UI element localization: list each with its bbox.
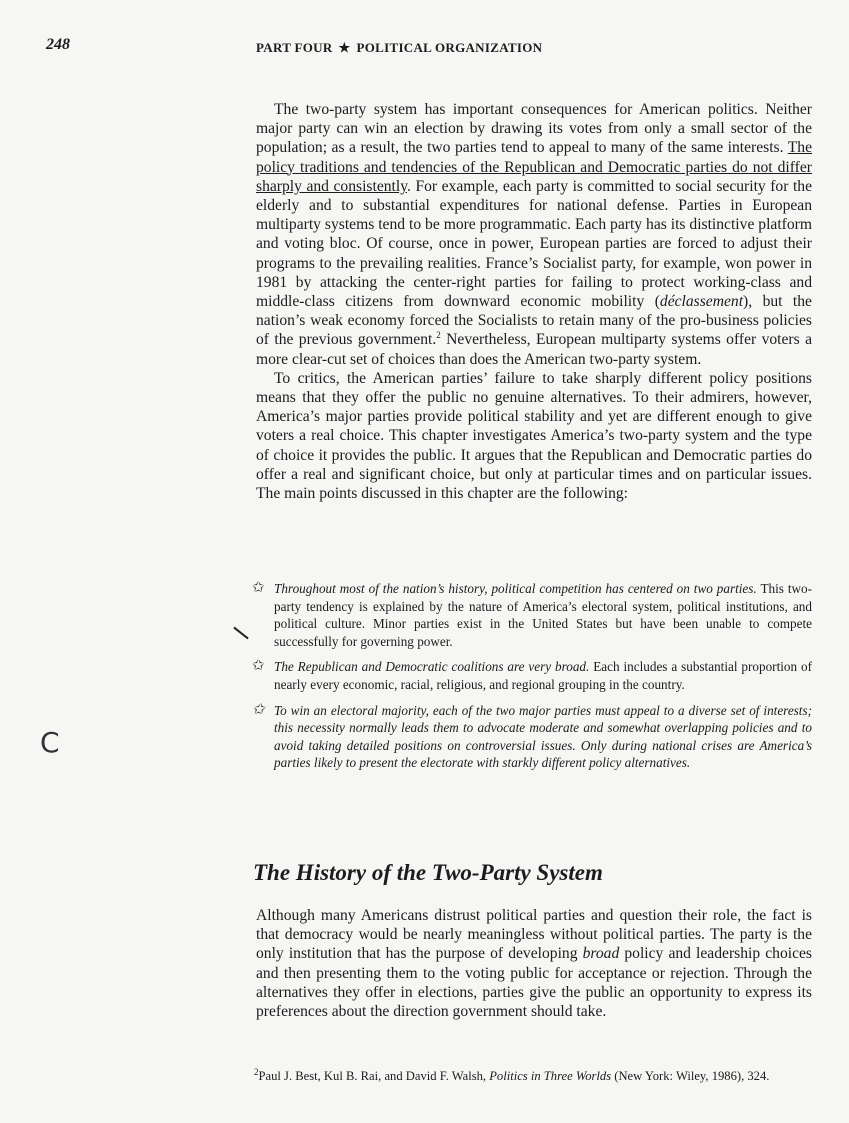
intro-text <box>256 100 812 503</box>
main-points-list <box>252 580 812 780</box>
section-text <box>256 906 812 1021</box>
running-head-title: POLITICAL ORGANIZATION <box>356 40 543 55</box>
star-outline-icon: ✩ <box>252 658 265 675</box>
footnote <box>254 1068 814 1084</box>
main-point-rest: Each includes a substantial proportion of nearly every economic, racial, religious, and regional grouping in the country. <box>274 659 812 692</box>
paragraph-1 <box>256 100 812 369</box>
main-point-rest: This two-party tendency is explained by the nature of America’s electoral system, political institutions, and political culture. Minor parties exist in the United States but have been unable to compete successfully for governing power. <box>274 581 812 649</box>
italic-word: broad <box>582 945 620 963</box>
footnote-book-title: Politics in Three Worlds <box>489 1069 612 1083</box>
section-text-b: policy and leadership choices and then presenting them to the voting public for acceptance or rejection. Through the alternatives they offer in elections, parties give the public an opportunity to express its preferences about the direction government should take. <box>256 945 812 1021</box>
star-separator-icon: ★ <box>338 40 351 55</box>
footnote-marker: 2 <box>254 1066 259 1077</box>
section-heading: The History of the Two-Party System <box>253 860 603 885</box>
running-head <box>256 40 542 56</box>
star-outline-icon: ✩ <box>252 580 265 596</box>
footnote-text-b: (New York: Wiley, 1986), 324. <box>611 1069 770 1083</box>
main-point <box>252 580 812 650</box>
footnote-reference: 2 <box>436 330 441 341</box>
paragraph-1-text-a: The two-party system has important consequences for American politics. Neither major party can win an election by drawing its votes from only a small sector of the population; as a result, the two parties tend to appeal to many of the same interests. <box>256 101 812 157</box>
margin-handwritten-mark: C <box>40 726 60 759</box>
main-point <box>252 658 812 693</box>
running-head-part: PART FOUR <box>256 40 333 55</box>
page-number: 248 <box>46 36 70 53</box>
paragraph-1-text-d: Nevertheless, European multiparty systems offer voters a more clear-cut set of choices than does the American two-party system. <box>256 331 812 368</box>
main-point-lead: To win an electoral majority, each of the two major parties must appeal to a diverse set of interests; this necessity normally leads them to advocate moderate and somewhat overlapping policies and to avoid taking detailed positions on controversial issues. Only during national crises are America’s parties likely to present the electorate with starkly different policy alternatives. <box>274 702 812 771</box>
main-point <box>252 702 812 772</box>
paragraph-1-text-c: ), but the nation’s weak economy forced the Socialists to retain many of the pro-business policies of the previous government. <box>256 293 812 349</box>
paragraph-1-text-b: . For example, each party is committed to social security for the elderly and to substantial expenditures for national defense. Parties in European multiparty systems tend to be more programmatic. Each party has its distinctive platform and voting bloc. Of course, once in power, European parties are forced to adjust their programs to the prevailing realities. France’s Socialist party, for example, won power in 1981 by attacking the center-right parties for failing to protect working-class and middle-class citizens from downward economic mobility ( <box>256 177 813 311</box>
footnote-text-a: Paul J. Best, Kul B. Rai, and David F. Walsh, <box>258 1069 490 1083</box>
star-outline-icon: ✩ <box>252 701 265 718</box>
section-text-a: Although many Americans distrust political parties and question their role, the fact is that democracy would be nearly meaningless without political parties. The party is the only institution that has the purpose of developing <box>256 907 812 963</box>
italic-term: déclassement <box>659 293 744 311</box>
main-point-lead: Throughout most of the nation’s history, political competition has centered on two parties. <box>274 581 757 596</box>
underlined-passage: The policy traditions and tendencies of the Republican and Democratic parties do not differ sharply and consistently <box>256 139 812 195</box>
paragraph-2: To critics, the American parties’ failure to take sharply different policy positions means that they offer the public no genuine alternatives. To their admirers, however, America’s major parties provide political stability and yet are different enough to give voters a real choice. This chapter investigates America’s two-party system and the type of choice it provides the public. It argues that the Republican and Democratic parties do offer a real and significant choice, but only at particular times and on particular issues. The main points discussed in this chapter are the following: <box>256 369 812 503</box>
margin-pen-stroke <box>233 627 248 640</box>
main-point-lead: The Republican and Democratic coalitions are very broad. <box>274 659 590 675</box>
section-paragraph <box>256 906 812 1021</box>
